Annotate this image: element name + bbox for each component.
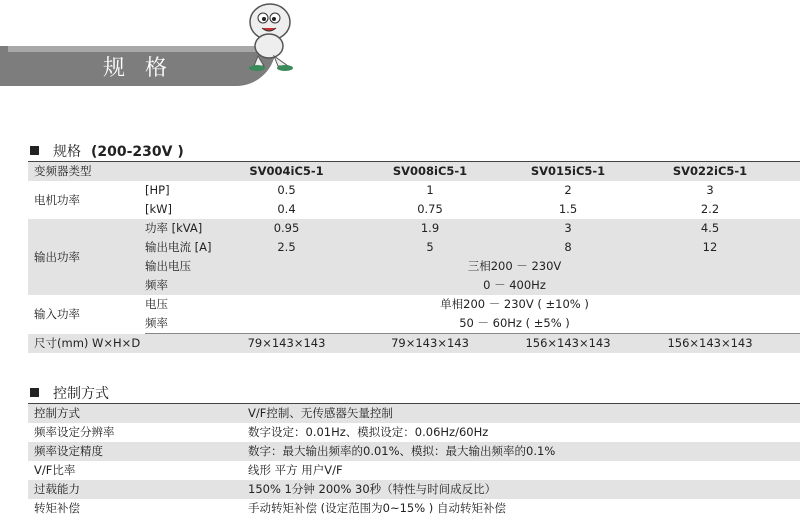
hp-value: 2 (564, 183, 572, 197)
kw-value: 2.2 (700, 202, 720, 216)
spec-heading-text: 规格 (53, 144, 81, 160)
control-label: 控制方式 (28, 404, 248, 424)
kw-value: 0.4 (277, 202, 296, 216)
control-value: 150% 1分钟 200% 30秒（特性与时间成反比） (248, 480, 800, 499)
in-freq-value: 50 － 60Hz ( ±5% ) (229, 314, 800, 334)
capacity-value: 3 (516, 219, 620, 238)
in-voltage-label: 电压 (145, 297, 168, 311)
out-voltage-value: 三相200 － 230V (229, 257, 800, 276)
capacity-value: 4.5 (620, 219, 800, 238)
out-freq-label: 频率 (145, 276, 229, 295)
capacity-label: 功率 [kVA] (145, 219, 229, 238)
in-freq-label: 频率 (145, 314, 229, 334)
control-heading-text: 控制方式 (53, 386, 109, 402)
hp-value: 0.5 (277, 183, 296, 197)
current-value: 5 (344, 238, 516, 257)
out-freq-value: 0 － 400Hz (229, 276, 800, 295)
hp-unit: [HP] (145, 183, 170, 197)
table-row (28, 181, 800, 200)
table-row (28, 404, 800, 424)
table-row (28, 334, 800, 354)
table-row (28, 423, 800, 442)
input-label: 输入功率 (34, 306, 80, 321)
spec-table (28, 161, 800, 353)
table-row (28, 219, 800, 238)
size-label: 尺寸(mm) W×H×D (28, 334, 229, 354)
control-table (28, 403, 800, 518)
model-1: SV004iC5-1 (229, 162, 344, 182)
control-heading (30, 383, 109, 403)
size-value: 156×143×143 (516, 334, 620, 354)
size-value: 79×143×143 (229, 334, 344, 354)
square-bullet-icon (30, 146, 39, 155)
spec-heading (30, 141, 184, 161)
table-row (28, 461, 800, 480)
control-value: 数字：最大输出频率的0.01%、模拟：最大输出频率的0.1% (248, 442, 800, 461)
control-label: 频率设定分辨率 (34, 425, 115, 439)
table-row (28, 162, 800, 182)
out-voltage-label: 输出电压 (145, 257, 229, 276)
table-row (28, 295, 800, 314)
control-label: 频率设定精度 (28, 442, 248, 461)
table-row (28, 499, 800, 518)
model-4: SV022iC5-1 (620, 162, 800, 182)
in-voltage-value: 单相200 － 230V ( ±10% ) (440, 297, 589, 311)
control-value: 手动转矩补偿 (设定范围为0~15% ) 自动转矩补偿 (248, 501, 506, 515)
capacity-value: 1.9 (344, 219, 516, 238)
current-value: 2.5 (229, 238, 344, 257)
control-value: V/F控制、无传感器矢量控制 (248, 404, 800, 424)
output-label: 输出功率 (28, 219, 145, 295)
kw-unit: [kW] (145, 202, 173, 216)
size-value: 79×143×143 (344, 334, 516, 354)
mascot-icon (238, 0, 300, 72)
control-label: V/F比率 (34, 463, 76, 477)
control-label: 转矩补偿 (34, 501, 80, 515)
current-value: 8 (516, 238, 620, 257)
kw-value: 0.75 (417, 202, 443, 216)
hp-value: 1 (426, 183, 434, 197)
table-row (28, 442, 800, 461)
control-value: 线形 平方 用户V/F (248, 463, 343, 477)
banner-title: 规格 (103, 56, 188, 81)
spec-voltage: (200-230V ) (91, 144, 184, 160)
type-label: 变频器类型 (28, 162, 229, 182)
current-value: 12 (620, 238, 800, 257)
control-value: 数字设定：0.01Hz、模拟设定：0.06Hz/60Hz (248, 425, 489, 439)
table-row (28, 480, 800, 499)
motor-label: 电机功率 (34, 192, 80, 207)
current-label: 输出电流 [A] (145, 238, 229, 257)
kw-value: 1.5 (558, 202, 578, 216)
control-label: 过载能力 (28, 480, 248, 499)
size-value: 156×143×143 (620, 334, 800, 354)
hp-value: 3 (706, 183, 714, 197)
model-3: SV015iC5-1 (516, 162, 620, 182)
capacity-value: 0.95 (229, 219, 344, 238)
model-2: SV008iC5-1 (344, 162, 516, 182)
square-bullet-icon (30, 388, 39, 397)
